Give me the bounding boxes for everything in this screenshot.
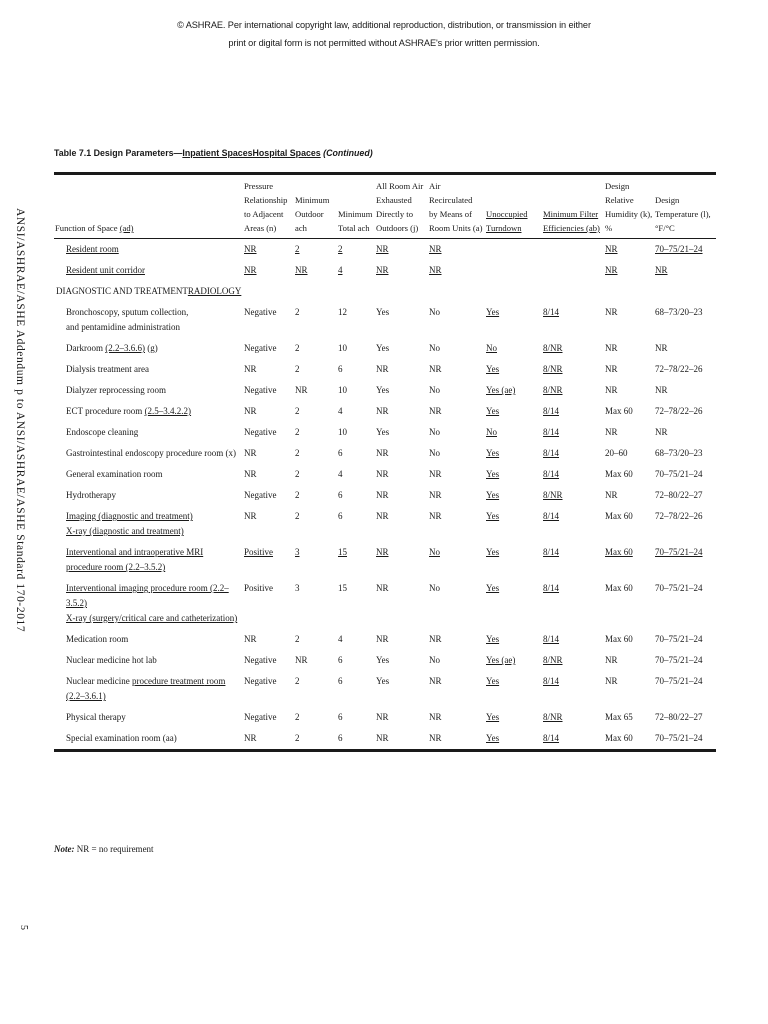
section-heading-text: DIAGNOSTIC AND TREATMENT (56, 286, 188, 296)
value-cell: No (429, 583, 440, 593)
value-cell: NR (376, 406, 389, 416)
value-cell: 8/14 (543, 733, 560, 743)
design-parameters-table (54, 172, 716, 752)
value-cell: Negative (244, 427, 277, 437)
value-cell: 8/14 (543, 676, 560, 686)
table-row (54, 728, 716, 751)
note-text: NR = no requirement (74, 844, 154, 854)
space-name: Dialysis treatment area (66, 364, 149, 374)
space-name: Nuclear medicine (66, 676, 132, 686)
value-cell: 70–75/21–24 (655, 547, 703, 557)
value-cell: 8/14 (543, 547, 560, 557)
value-cell: 2 (295, 406, 300, 416)
table-title-suffix: (Continued) (320, 148, 373, 159)
value-cell: 2 (295, 676, 300, 686)
space-name-cell (54, 422, 243, 443)
header-line: Minimum (338, 209, 373, 219)
value-cell: NR (605, 385, 618, 395)
value-cell: Negative (244, 655, 277, 665)
value-cell: Max 60 (605, 547, 633, 557)
value-cell: Yes (486, 406, 500, 416)
header-cell (337, 174, 375, 239)
space-name: General examination room (66, 469, 163, 479)
value-cell: NR (429, 712, 442, 722)
value-cell: Yes (376, 307, 390, 317)
value-cell: NR (605, 427, 618, 437)
value-cell: 2 (295, 244, 300, 254)
space-name-cell (54, 728, 243, 751)
space-name: Special examination room (aa) (66, 733, 177, 743)
value-cell: 6 (338, 364, 343, 374)
value-cell: Max 60 (605, 583, 633, 593)
value-cell: 4 (338, 469, 343, 479)
header-line: (ad) (119, 223, 134, 233)
value-cell: Yes (486, 583, 500, 593)
value-cell: 8/14 (543, 307, 560, 317)
value-cell: Yes (376, 427, 390, 437)
table-row (54, 380, 716, 401)
value-cell: 8/14 (543, 448, 560, 458)
value-cell: 8/14 (543, 511, 560, 521)
value-cell: NR (376, 583, 389, 593)
space-name-line-2: (2.2–3.6.1) (66, 691, 106, 701)
section-heading-cell (54, 281, 716, 302)
value-cell: 72–78/22–26 (655, 511, 703, 521)
value-cell: No (429, 343, 440, 353)
header-line: % (605, 223, 613, 233)
value-cell: 2 (295, 427, 300, 437)
value-cell: Yes (376, 676, 390, 686)
value-cell: Max 60 (605, 511, 633, 521)
value-cell: NR (376, 547, 389, 557)
value-cell: 72–78/22–26 (655, 406, 703, 416)
value-cell: 4 (338, 265, 343, 275)
value-cell: NR (605, 244, 618, 254)
space-name-rest: room (204, 676, 226, 686)
header-cell (375, 174, 428, 239)
header-line: Room Units (a) (429, 223, 483, 233)
value-cell: NR (244, 448, 257, 458)
value-cell (485, 260, 542, 281)
header-line: Turndown (486, 223, 522, 233)
value-cell: No (486, 427, 497, 437)
value-cell: NR (244, 469, 257, 479)
value-cell: 8/NR (543, 364, 563, 374)
value-cell: No (429, 427, 440, 437)
value-cell: NR (429, 490, 442, 500)
header-line: Minimum Filter (543, 209, 599, 219)
value-cell: Max 60 (605, 469, 633, 479)
value-cell: 2 (295, 511, 300, 521)
value-cell: 10 (338, 385, 347, 395)
value-cell: NR (605, 307, 618, 317)
page-number: 5 (18, 925, 29, 930)
value-cell: 68–73/20–23 (655, 307, 703, 317)
value-cell: 2 (338, 244, 343, 254)
value-cell: NR (605, 655, 618, 665)
value-cell: 8/14 (543, 406, 560, 416)
space-name-cell (54, 239, 243, 261)
value-cell: 3 (295, 583, 300, 593)
value-cell: 70–75/21–24 (655, 733, 703, 743)
value-cell: 10 (338, 343, 347, 353)
section-heading-row (54, 281, 716, 302)
space-name: Endoscope cleaning (66, 427, 139, 437)
value-cell: Yes (486, 307, 500, 317)
value-cell: Yes (486, 676, 500, 686)
value-cell: 15 (338, 583, 347, 593)
space-name-cell (54, 506, 243, 542)
header-line: Design (655, 195, 680, 205)
value-cell: 6 (338, 490, 343, 500)
value-cell: 6 (338, 511, 343, 521)
value-cell: NR (605, 343, 618, 353)
header-line: Air (429, 181, 441, 191)
value-cell: 2 (295, 364, 300, 374)
copyright-line-2: print or digital form is not permitted without ASHRAE's prior written permission. (228, 38, 540, 48)
value-cell: No (429, 307, 440, 317)
value-cell: 2 (295, 712, 300, 722)
value-cell: 8/NR (543, 343, 563, 353)
space-name-cell (54, 464, 243, 485)
space-name-cell (54, 707, 243, 728)
value-cell: 6 (338, 655, 343, 665)
header-line: Function of Space (55, 223, 120, 233)
value-cell: Yes (486, 511, 500, 521)
table-row (54, 443, 716, 464)
value-cell: NR (295, 265, 308, 275)
space-name: Interventional and intraoperative MRI (66, 547, 204, 557)
value-cell: NR (605, 490, 618, 500)
header-cell (654, 174, 716, 239)
header-cell (54, 174, 243, 239)
value-cell: 2 (295, 469, 300, 479)
side-running-title: ANSI/ASHRAE/ASHE Addendum p to ANSI/ASHRAE/ASHE Standard 170-2017 (14, 208, 26, 633)
value-cell: NR (244, 364, 257, 374)
value-cell: 6 (338, 448, 343, 458)
value-cell: No (429, 385, 440, 395)
value-cell: NR (244, 634, 257, 644)
value-cell: NR (655, 343, 668, 353)
value-cell: 2 (295, 448, 300, 458)
value-cell: NR (295, 385, 308, 395)
value-cell: 15 (338, 547, 347, 557)
value-cell: NR (376, 712, 389, 722)
header-cell (428, 174, 485, 239)
value-cell: 70–75/21–24 (655, 655, 703, 665)
value-cell: Yes (376, 385, 390, 395)
value-cell: NR (376, 244, 389, 254)
space-name: Gastrointestinal endoscopy procedure room (x) (66, 448, 236, 458)
header-line: Efficiencies (ab) (543, 223, 600, 233)
value-cell: Max 60 (605, 634, 633, 644)
value-cell: Negative (244, 385, 277, 395)
header-line: Recirculated (429, 195, 473, 205)
table-body (54, 239, 716, 751)
table-title-struck: Inpatient Spaces (182, 148, 253, 159)
table-row (54, 578, 716, 629)
value-cell: Yes (376, 343, 390, 353)
value-cell: 10 (338, 427, 347, 437)
value-cell: Yes (486, 490, 500, 500)
table-row (54, 542, 716, 578)
table-row-struck (54, 239, 716, 261)
value-cell: Max 60 (605, 406, 633, 416)
space-name-cell (54, 401, 243, 422)
space-name-cell (54, 650, 243, 671)
header-line: Relationship (244, 195, 288, 205)
value-cell: 8/NR (543, 490, 563, 500)
value-cell: Yes (486, 634, 500, 644)
table-title (54, 148, 373, 159)
value-cell: NR (244, 406, 257, 416)
header-line: °F/°C (655, 223, 675, 233)
value-cell: NR (376, 265, 389, 275)
space-name: Nuclear medicine hot lab (66, 655, 157, 665)
space-name-line-2: X-ray (surgery/critical care and catheterization) (66, 613, 238, 623)
table-title-inserted: Hospital Spaces (252, 148, 321, 159)
space-name-cell (54, 578, 243, 629)
header-line: Humidity (k), (605, 209, 653, 219)
space-name-cell (54, 302, 243, 338)
table-row (54, 302, 716, 338)
value-cell: Negative (244, 676, 277, 686)
space-name-cell (54, 671, 243, 707)
value-cell: NR (376, 448, 389, 458)
table-row (54, 359, 716, 380)
value-cell: 8/14 (543, 634, 560, 644)
header-cell (542, 174, 604, 239)
value-cell: NR (429, 676, 442, 686)
value-cell: NR (244, 244, 257, 254)
table-row (54, 464, 716, 485)
value-cell: Yes (486, 733, 500, 743)
space-name-cell (54, 443, 243, 464)
value-cell: Yes (486, 448, 500, 458)
space-name: Darkroom (66, 343, 106, 353)
value-cell: 70–75/21–24 (655, 469, 703, 479)
space-name-cell (54, 485, 243, 506)
value-cell: 8/14 (543, 469, 560, 479)
value-cell: Yes (486, 712, 500, 722)
section-heading-inserted: RADIOLOGY (187, 286, 242, 296)
header-line: Exhausted (376, 195, 412, 205)
value-cell: NR (605, 364, 618, 374)
value-cell: NR (376, 733, 389, 743)
space-name-line-2: and pentamidine administration (66, 322, 180, 332)
header-line: Outdoor (295, 209, 324, 219)
value-cell: NR (376, 364, 389, 374)
table-row (54, 338, 716, 359)
header-line: Design (605, 181, 630, 191)
space-name-ref: (2.2–3.6.6) (105, 343, 145, 353)
value-cell (542, 239, 604, 261)
value-cell: NR (655, 265, 668, 275)
value-cell: NR (429, 469, 442, 479)
space-name-cell (54, 359, 243, 380)
value-cell: 20–60 (605, 448, 628, 458)
header-cell (604, 174, 654, 239)
value-cell: 6 (338, 712, 343, 722)
table-row (54, 485, 716, 506)
value-cell: 70–75/21–24 (655, 634, 703, 644)
value-cell: NR (655, 385, 668, 395)
value-cell: Max 65 (605, 712, 633, 722)
value-cell: 70–75/21–24 (655, 583, 703, 593)
space-name: Resident room (66, 244, 119, 254)
value-cell: NR (429, 406, 442, 416)
value-cell: NR (429, 244, 442, 254)
table-row (54, 650, 716, 671)
header-line: Temperature (l), (655, 209, 711, 219)
table-row (54, 506, 716, 542)
value-cell: 8/14 (543, 427, 560, 437)
value-cell: 72–78/22–26 (655, 364, 703, 374)
space-name: Medication room (66, 634, 129, 644)
space-name-cell (54, 338, 243, 359)
note-label: Note: (54, 844, 75, 854)
value-cell: NR (244, 265, 257, 275)
value-cell: NR (295, 655, 308, 665)
value-cell: NR (429, 364, 442, 374)
value-cell: Negative (244, 490, 277, 500)
space-name-inserted: procedure (131, 676, 168, 686)
space-name: Interventional imaging procedure room (2.2–3.5.2) (66, 583, 229, 608)
value-cell: Yes (ae) (486, 385, 516, 395)
header-line: Minimum (295, 195, 330, 205)
value-cell: 2 (295, 634, 300, 644)
table-row (54, 629, 716, 650)
value-cell (485, 239, 542, 261)
value-cell: 2 (295, 307, 300, 317)
value-cell: 2 (295, 490, 300, 500)
space-name: Resident unit corridor (66, 265, 145, 275)
value-cell: No (429, 547, 440, 557)
header-line: Pressure (244, 181, 274, 191)
value-cell: NR (429, 265, 442, 275)
copyright-notice (0, 16, 768, 52)
value-cell: NR (605, 265, 618, 275)
value-cell: NR (244, 511, 257, 521)
value-cell: 12 (338, 307, 347, 317)
header-line: Total ach (338, 223, 370, 233)
table-row-struck (54, 260, 716, 281)
table-row (54, 401, 716, 422)
header-line: to Adjacent (244, 209, 284, 219)
header-line: Areas (n) (244, 223, 277, 233)
value-cell: 8/NR (543, 385, 563, 395)
table-note (54, 844, 154, 854)
space-name-suffix: (g) (145, 343, 158, 353)
value-cell: NR (376, 634, 389, 644)
space-name: Physical therapy (66, 712, 126, 722)
header-line: Outdoors (j) (376, 223, 419, 233)
value-cell: 8/NR (543, 655, 563, 665)
table-row (54, 422, 716, 443)
value-cell: No (486, 343, 497, 353)
value-cell: 72–80/22–27 (655, 490, 703, 500)
value-cell: 68–73/20–23 (655, 448, 703, 458)
value-cell: 6 (338, 676, 343, 686)
value-cell: 72–80/22–27 (655, 712, 703, 722)
value-cell: Yes (376, 655, 390, 665)
value-cell: 8/NR (543, 712, 563, 722)
space-name-cell (54, 542, 243, 578)
value-cell: NR (376, 511, 389, 521)
value-cell: 4 (338, 406, 343, 416)
table-row (54, 671, 716, 707)
space-name-line-2: procedure room (2.2–3.5.2) (66, 562, 166, 572)
value-cell: Yes (486, 547, 500, 557)
space-name-cell (54, 260, 243, 281)
space-name: Hydrotherapy (66, 490, 116, 500)
space-name-line-2: X-ray (diagnostic and treatment) (66, 526, 184, 536)
space-name: Dialyzer reprocessing room (66, 385, 166, 395)
value-cell: Yes (486, 469, 500, 479)
value-cell: NR (429, 634, 442, 644)
header-line: by Means of (429, 209, 472, 219)
header-line: Unoccupied (486, 209, 528, 219)
value-cell: 8/14 (543, 583, 560, 593)
value-cell: Positive (244, 547, 274, 557)
header-line: All Room Air (376, 181, 424, 191)
table-title-prefix: Table 7.1 Design Parameters— (54, 148, 183, 159)
space-name-cell (54, 380, 243, 401)
copyright-line-1: © ASHRAE. Per international copyright law, additional reproduction, distribution, or transmission in either (177, 20, 591, 30)
header-cell (294, 174, 337, 239)
header-line: Directly to (376, 209, 413, 219)
value-cell: Positive (244, 583, 274, 593)
value-cell: 2 (295, 343, 300, 353)
table-row (54, 707, 716, 728)
value-cell: NR (244, 733, 257, 743)
value-cell: 70–75/21–24 (655, 676, 703, 686)
space-name: Imaging (diagnostic and treatment) (66, 511, 193, 521)
space-name: ECT procedure room (66, 406, 145, 416)
value-cell: NR (376, 469, 389, 479)
space-name: Bronchoscopy, sputum collection, (66, 307, 189, 317)
header-cell (243, 174, 294, 239)
value-cell: No (429, 655, 440, 665)
space-name-ref: (2.5–3.4.2.2) (144, 406, 192, 416)
space-name-deleted: treatment (167, 676, 205, 686)
value-cell: 2 (295, 733, 300, 743)
value-cell: Negative (244, 712, 277, 722)
header-line: ach (295, 223, 307, 233)
table-header-row (54, 174, 716, 239)
space-name-cell (54, 629, 243, 650)
value-cell: NR (655, 427, 668, 437)
value-cell: Yes (486, 364, 500, 374)
value-cell: 4 (338, 634, 343, 644)
value-cell: NR (429, 511, 442, 521)
header-line: Relative (605, 195, 634, 205)
value-cell: 3 (295, 547, 300, 557)
value-cell: NR (376, 490, 389, 500)
value-cell: Max 60 (605, 733, 633, 743)
header-cell (485, 174, 542, 239)
value-cell: Negative (244, 343, 277, 353)
value-cell: Yes (ae) (486, 655, 516, 665)
value-cell: 6 (338, 733, 343, 743)
value-cell: Negative (244, 307, 277, 317)
value-cell: 70–75/21–24 (655, 244, 703, 254)
value-cell: No (429, 448, 440, 458)
value-cell: NR (605, 676, 618, 686)
value-cell (542, 260, 604, 281)
value-cell: NR (429, 733, 442, 743)
